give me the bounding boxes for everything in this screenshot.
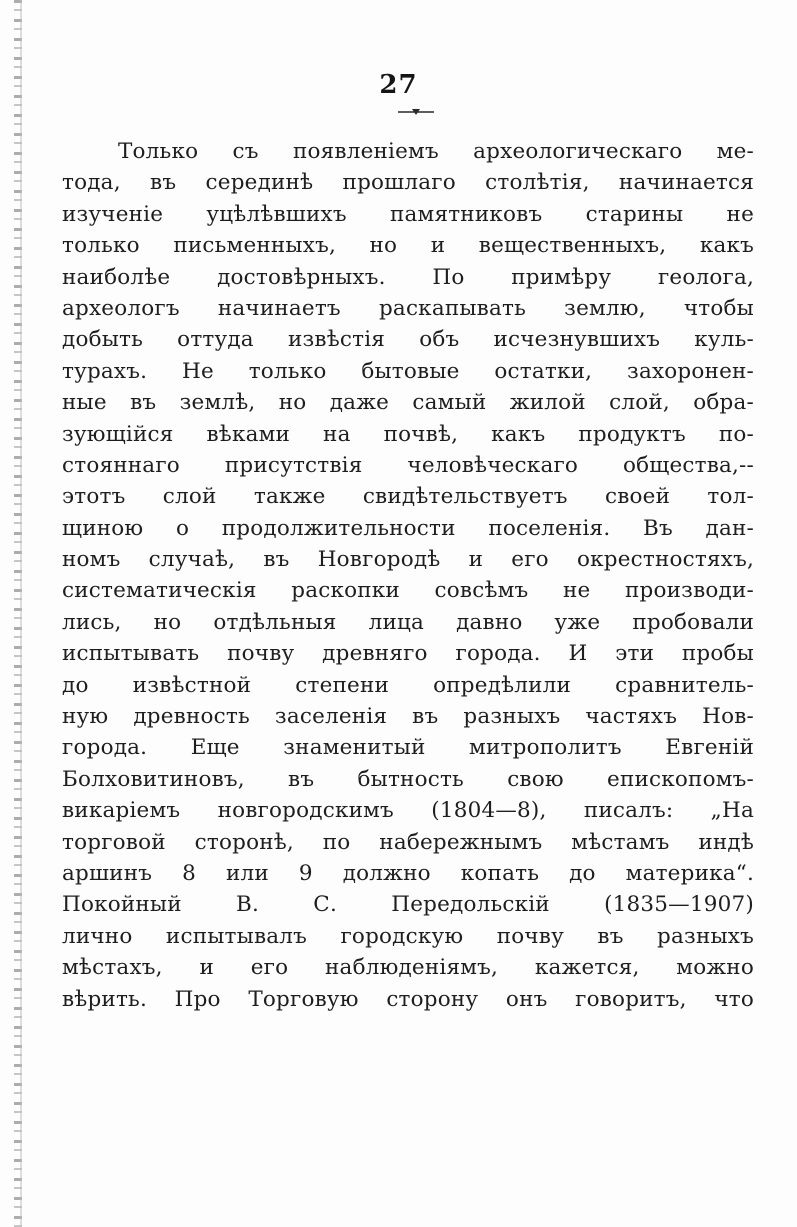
ornament-divider-icon [396,107,436,117]
text-line: номъ случаѣ, въ Новгородѣ и его окрестностяхъ, [62,547,754,573]
text-line: ные въ землѣ, но даже самый жилой слой, обра- [62,390,754,416]
text-line: викаріемъ новгородскимъ (1804—8), писалъ: „На [62,798,754,824]
text-line: города. Еще знаменитый митрополитъ Евгеній [62,735,754,761]
text-line: до извѣстной степени опредѣлили сравнитель- [62,672,754,698]
text-line: только письменныхъ, но и вещественныхъ, какъ [62,233,754,259]
text-line: аршинъ 8 или 9 должно копать до материка“. [62,860,754,886]
text-line: торговой сторонѣ, по набережнымъ мѣстамъ индѣ [62,829,754,855]
text-line: Только съ появленіемъ археологическаго ме- [118,139,754,164]
text-line: турахъ. Не только бытовые остатки, захоронен- [62,358,754,384]
text-line: вѣрить. Про Торговую сторону онъ говоритъ, что [62,986,754,1012]
text-line: наиболѣе достовѣрныхъ. По примѣру геолога, [62,264,754,290]
page-number: 27 [379,70,418,100]
text-line: добыть оттуда извѣстія объ исчезнувшихъ куль- [62,327,754,353]
text-line: щиною о продолжительности поселенія. Въ дан- [62,515,754,541]
text-line: испытывать почву древняго города. И эти пробы [62,641,754,667]
text-line: Болховитиновъ, въ бытность свою епископомъ- [62,766,754,792]
text-line: систематическія раскопки совсѣмъ не производи- [62,578,754,604]
text-line: тода, въ серединѣ прошлаго столѣтія, начинается [62,170,754,196]
binding-line [20,0,22,1227]
text-line: ную древность заселенія въ разныхъ частяхъ Нов- [62,704,754,730]
body-text [62,136,754,1015]
text-line: Покойный В. С. Передольскій (1835—1907) [62,892,754,918]
text-line: изученіе уцѣлѣвшихъ памятниковъ старины не [62,201,754,227]
text-line: стояннаго присутствія человѣческаго общества,-- [62,452,754,478]
text-line: археологъ начинаетъ раскапывать землю, чтобы [62,295,754,321]
text-line: этотъ слой также свидѣтельствуетъ своей тол- [62,484,754,510]
text-line: зующійся вѣками на почвѣ, какъ продуктъ по- [62,421,754,447]
text-line: лись, но отдѣльныя лица давно уже пробовали [62,609,754,635]
text-line: мѣстахъ, и его наблюденіямъ, кажется, можно [62,955,754,981]
text-line: лично испытывалъ городскую почву въ разныхъ [62,923,754,949]
